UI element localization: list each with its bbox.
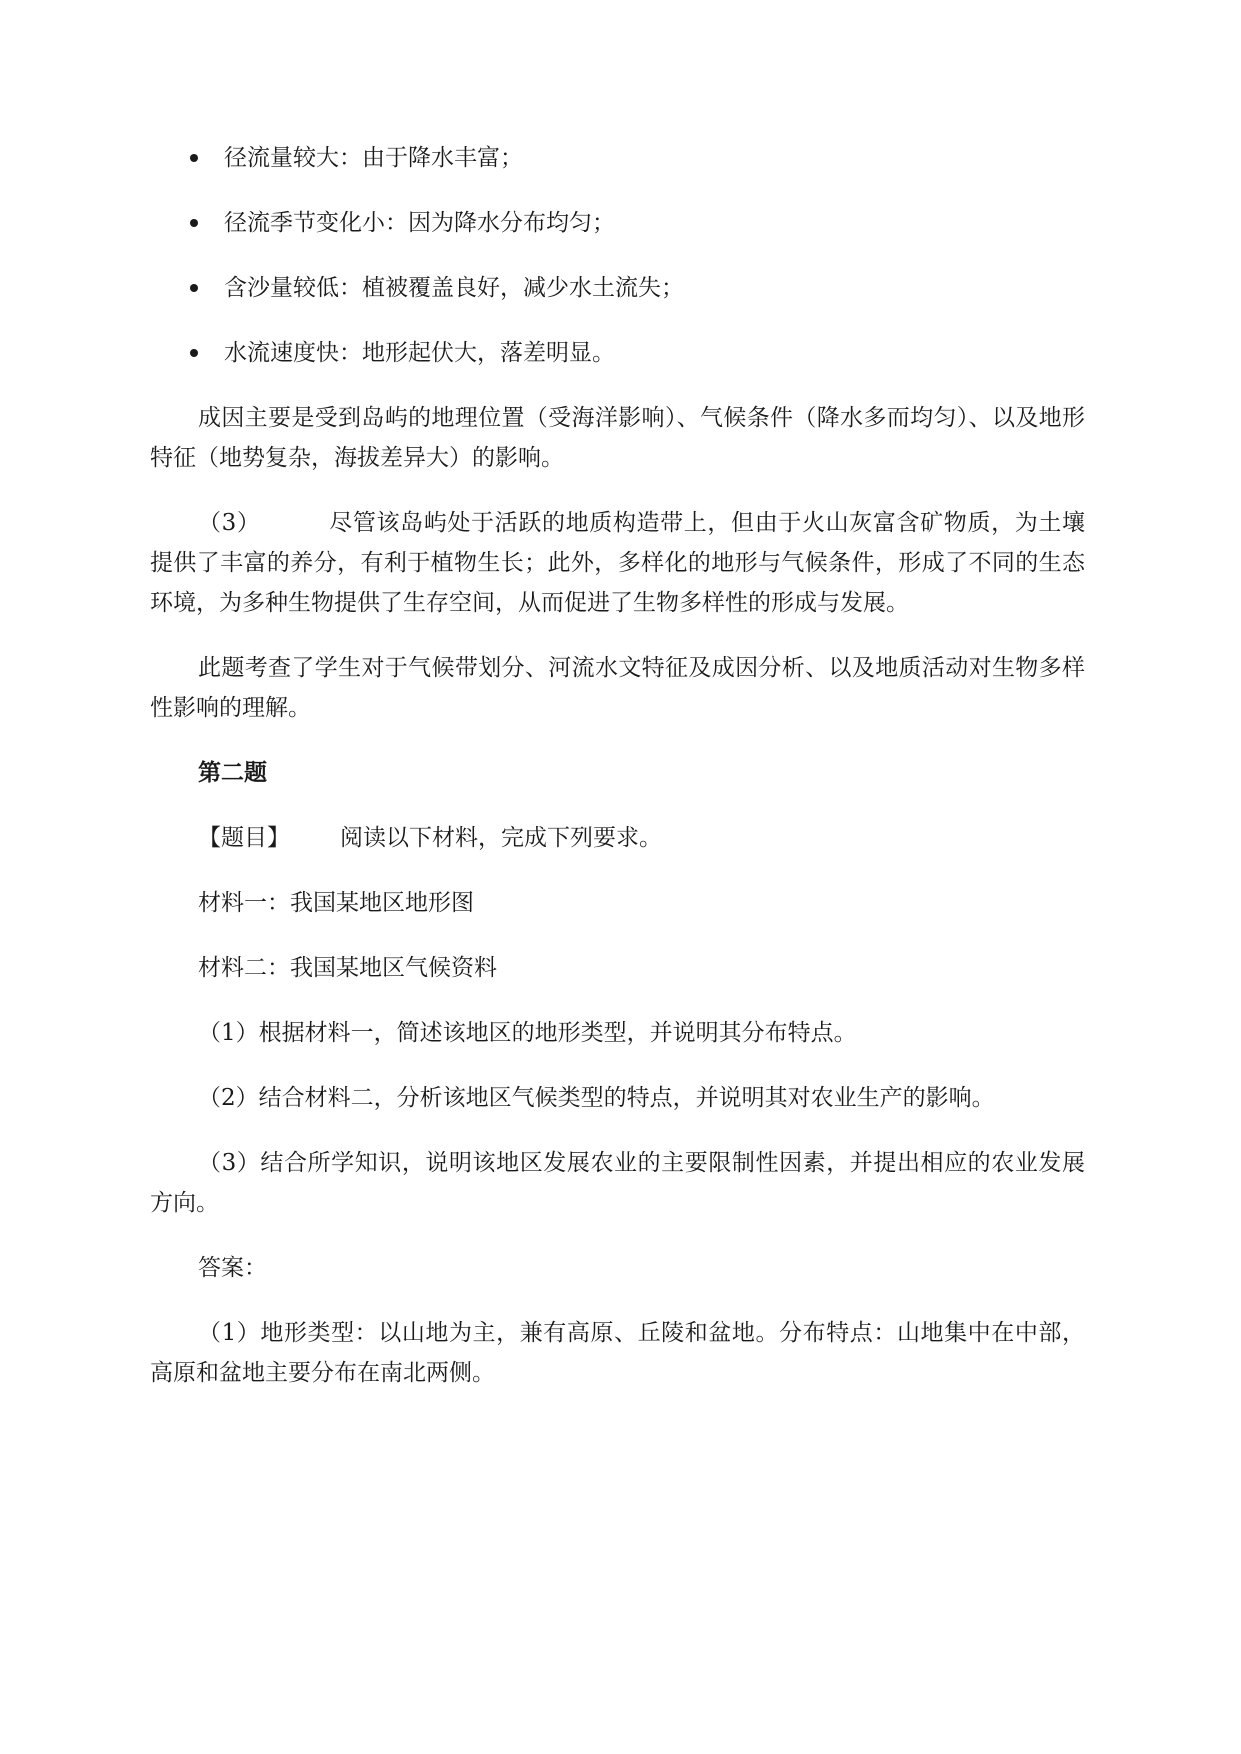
question-text: 阅读以下材料，完成下列要求。 (340, 825, 662, 851)
list-item-text: 水流速度快：地形起伏大，落差明显。 (224, 340, 615, 366)
list-item (150, 138, 1085, 178)
list-item (150, 203, 1085, 243)
hydrology-feature-list (150, 138, 1085, 373)
section-title: 第二题 (198, 759, 267, 786)
question-label: 【题目】 (198, 825, 290, 851)
answer-1: （1）地形类型：以山地为主，兼有高原、丘陵和盆地。分布特点：山地集中在中部，高原和盆地主要分布在南北两侧。 (150, 1320, 1085, 1386)
answer-label: 答案： (198, 1255, 267, 1281)
list-item-text: 含沙量较低：植被覆盖良好，减少水土流失； (224, 275, 684, 301)
list-item-text: 径流季节变化小：因为降水分布均匀； (224, 210, 615, 236)
material-1: 材料一：我国某地区地形图 (198, 890, 474, 916)
answer-3-label: （3） (198, 510, 261, 536)
list-item (150, 268, 1085, 308)
material-2: 材料二：我国某地区气候资料 (198, 955, 497, 981)
question-line (150, 818, 1085, 858)
list-item (150, 333, 1085, 373)
bullet-icon (190, 154, 198, 162)
answer-3-text: 尽管该岛屿处于活跃的地质构造带上，但由于火山灰富含矿物质，为土壤提供了丰富的养分，有利于植物生长；此外，多样化的地形与气候条件，形成了不同的生态环境，为多种生物提供了生存空间，从而促进了生物多样性的形成与发展。 (150, 510, 1086, 616)
question-1: （1）根据材料一，简述该地区的地形类型，并说明其分布特点。 (198, 1020, 857, 1046)
document-content (150, 138, 1085, 1418)
bullet-icon (190, 349, 198, 357)
bullet-icon (190, 219, 198, 227)
answer-3-paragraph (150, 503, 1085, 623)
summary-paragraph: 此题考查了学生对于气候带划分、河流水文特征及成因分析、以及地质活动对生物多样性影响的理解。 (150, 655, 1085, 721)
question-3: （3）结合所学知识，说明该地区发展农业的主要限制性因素，并提出相应的农业发展方向。 (150, 1150, 1085, 1216)
question-2: （2）结合材料二，分析该地区气候类型的特点，并说明其对农业生产的影响。 (198, 1085, 995, 1111)
list-item-text: 径流量较大：由于降水丰富； (224, 145, 523, 171)
causes-paragraph: 成因主要是受到岛屿的地理位置（受海洋影响）、气候条件（降水多而均匀）、以及地形特征（地势复杂，海拔差异大）的影响。 (150, 405, 1085, 471)
bullet-icon (190, 284, 198, 292)
